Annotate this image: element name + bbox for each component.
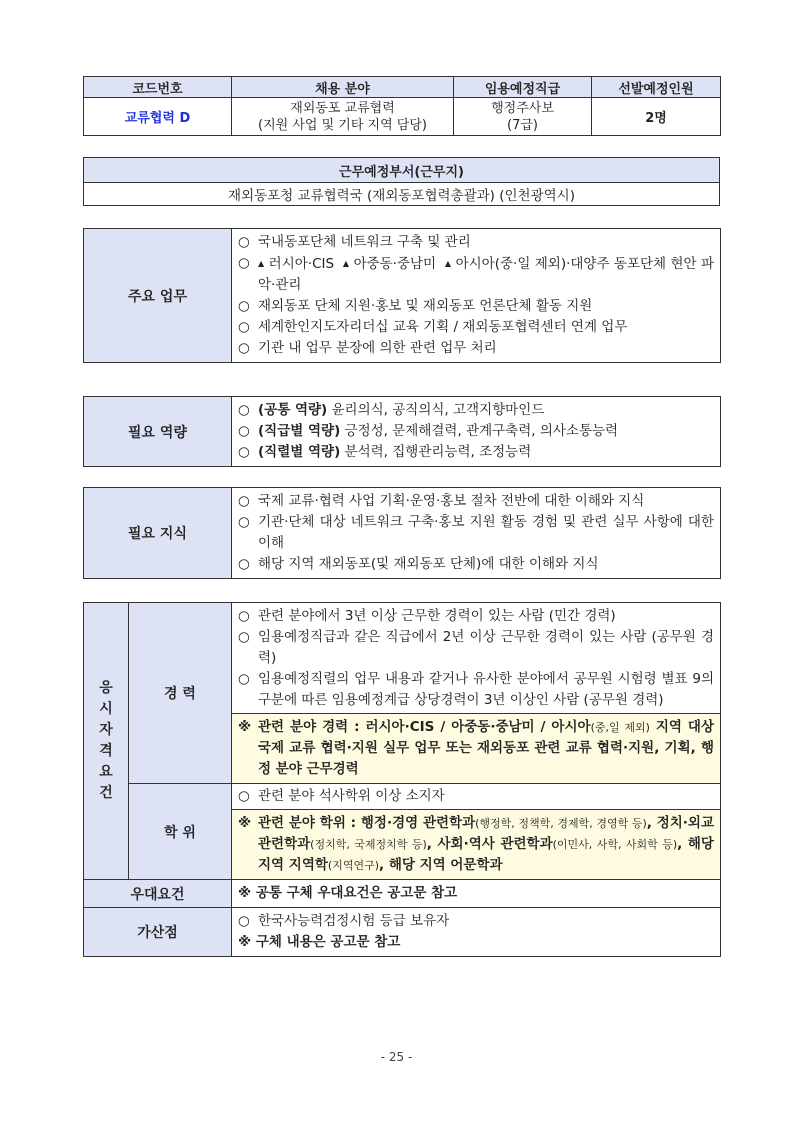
career-label: 경 력 <box>129 603 232 784</box>
header-rank: 임용예정직급 <box>454 77 592 98</box>
summary-header-row <box>84 77 721 98</box>
circle-bullet-icon: ○ <box>238 556 250 572</box>
summary-table <box>83 76 721 136</box>
triangle-icon: ▲ <box>444 259 452 268</box>
knowledge-item: ○ 기관·단체 대상 네트워크 구축·홍보 지원 활동 경험 및 관련 실무 사항에 대한 이해 <box>238 512 714 554</box>
field-value <box>232 98 454 136</box>
bonus-row <box>84 908 721 957</box>
career-row <box>84 603 721 784</box>
rank-line-1: 행정주사보 <box>491 100 554 116</box>
rank-value <box>454 98 592 136</box>
competency-item: ○ (직렬별 역량) 분석력, 집행관리능력, 조정능력 <box>238 442 714 463</box>
circle-bullet-icon: ○ <box>238 608 250 624</box>
degree-row <box>84 784 721 880</box>
code-value: 교류협력 D <box>84 98 232 136</box>
circle-bullet-icon: ○ <box>238 493 250 509</box>
department-table <box>83 157 720 206</box>
competency-content <box>232 397 721 467</box>
knowledge-table <box>83 487 721 579</box>
circle-bullet-icon: ○ <box>238 423 250 439</box>
circle-bullet-icon: ○ <box>238 629 250 645</box>
duty-item: ○ 세계한인지도자리더십 교육 기획 / 재외동포협력센터 연계 업무 <box>238 317 714 338</box>
department-title: 근무예정부서(근무지) <box>84 158 720 183</box>
competency-table <box>83 396 721 467</box>
department-value-row <box>84 183 720 206</box>
circle-bullet-icon: ○ <box>238 444 250 460</box>
degree-content <box>232 784 721 880</box>
circle-bullet-icon: ○ <box>238 255 250 271</box>
bonus-label: 가산점 <box>84 908 232 957</box>
bonus-item: ○ 한국사능력검정시험 등급 보유자 <box>238 911 714 932</box>
circle-bullet-icon: ○ <box>238 340 250 356</box>
circle-bullet-icon: ○ <box>238 298 250 314</box>
rank-line-2: (7급) <box>507 117 538 133</box>
duties-label: 주요 업무 <box>84 229 232 363</box>
qualification-label-char: 격 <box>99 743 113 759</box>
qualification-label-char: 자 <box>99 722 113 738</box>
circle-bullet-icon: ○ <box>238 514 250 530</box>
duty-item: ○ 기관 내 업무 분장에 의한 관련 업무 처리 <box>238 338 714 359</box>
preference-label: 우대요건 <box>84 880 232 908</box>
duties-row <box>84 229 721 363</box>
circle-bullet-icon: ○ <box>238 671 250 687</box>
summary-value-row <box>84 98 721 136</box>
bonus-note: ※ 구체 내용은 공고문 참고 <box>238 934 401 950</box>
preference-text: ※ 공통 구체 우대요건은 공고문 참고 <box>232 880 721 908</box>
count-value: 2명 <box>592 98 721 136</box>
career-item: ○ 관련 분야에서 3년 이상 근무한 경력이 있는 사람 (민간 경력) <box>238 606 714 627</box>
qualification-table <box>83 602 721 957</box>
duty-item: ○ 재외동포 단체 지원·홍보 및 재외동포 언론단체 활동 지원 <box>238 296 714 317</box>
duty-item: ○ ▲ 러시아·CIS ▲ 아중동·중남미 ▲ 아시아(중·일 제외)·대양주 동포단체 현안 파악·관리 <box>238 253 714 296</box>
career-content <box>232 603 721 784</box>
knowledge-row <box>84 488 721 579</box>
triangle-icon: ▲ <box>342 259 350 268</box>
field-line-2: (지원 사업 및 기타 지역 담당) <box>258 117 427 133</box>
field-line-1: 재외동포 교류협력 <box>290 100 395 116</box>
degree-label: 학 위 <box>129 784 232 880</box>
circle-bullet-icon: ○ <box>238 234 250 250</box>
department-header-row <box>84 158 720 183</box>
duties-content <box>232 229 721 363</box>
knowledge-item: ○ 해당 지역 재외동포(및 재외동포 단체)에 대한 이해와 지식 <box>238 554 714 575</box>
duty-item: ○ 국내동포단체 네트워크 구축 및 관리 <box>238 232 714 253</box>
career-item: ○ 임용예정직급과 같은 직급에서 2년 이상 근무한 경력이 있는 사람 (공무원 경력) <box>238 627 714 669</box>
competency-item: ○ (공통 역량) 윤리의식, 공직의식, 고객지향마인드 <box>238 400 714 421</box>
knowledge-item: ○ 국제 교류·협력 사업 기획·운영·홍보 절차 전반에 대한 이해와 지식 <box>238 491 714 512</box>
duties-table <box>83 228 721 363</box>
triangle-icon: ▲ <box>258 259 265 268</box>
circle-bullet-icon: ○ <box>238 402 250 418</box>
page-number: - 25 - <box>380 1050 413 1064</box>
competency-label: 필요 역량 <box>84 397 232 467</box>
preference-row <box>84 880 721 908</box>
degree-item: ○ 관련 분야 석사학위 이상 소지자 <box>238 786 714 807</box>
header-count: 선발예정인원 <box>592 77 721 98</box>
competency-row <box>84 397 721 467</box>
qualification-label-char: 응 <box>99 680 113 696</box>
career-item: ○ 임용예정직렬의 업무 내용과 같거나 유사한 분야에서 공무원 시험령 별표 9의 구분에 따른 임용예정계급 상당경력이 3년 이상인 사람 (공무원 경력) <box>238 669 714 711</box>
bonus-content <box>232 908 721 957</box>
qualification-label-char: 건 <box>99 785 113 801</box>
qualification-label-char: 요 <box>99 764 113 780</box>
circle-bullet-icon: ○ <box>238 319 250 335</box>
degree-note: ※ 관련 분야 학위 : 행정·경영 관련학과(행정학, 정책학, 경제학, 경영학 등), 정치·외교 관련학과(정치학, 국제정치학 등), 사회·역사 관련학과(이민사, 사학, 사회학 등), 해당 지역 지역학(지역연구), 해당 지역 어문학과 <box>232 809 720 879</box>
header-code: 코드번호 <box>84 77 232 98</box>
qualification-label-char: 시 <box>99 701 113 717</box>
department-value: 재외동포청 교류협력국 (재외동포협력총괄과) (인천광역시) <box>84 183 720 206</box>
knowledge-content <box>232 488 721 579</box>
competency-item: ○ (직급별 역량) 긍정성, 문제해결력, 관계구축력, 의사소통능력 <box>238 421 714 442</box>
career-note: ※ 관련 분야 경력 : 러시아·CIS / 아중동·중남미 / 아시아(중,일 제외) 지역 대상 국제 교류 협력·지원 실무 업무 또는 재외동포 관련 교류 협력·지원, 기획, 행정 분야 근무경력 <box>232 713 720 783</box>
header-field: 채용 분야 <box>232 77 454 98</box>
knowledge-label: 필요 지식 <box>84 488 232 579</box>
circle-bullet-icon: ○ <box>238 788 250 804</box>
circle-bullet-icon: ○ <box>238 913 250 929</box>
qualification-label <box>84 603 129 880</box>
